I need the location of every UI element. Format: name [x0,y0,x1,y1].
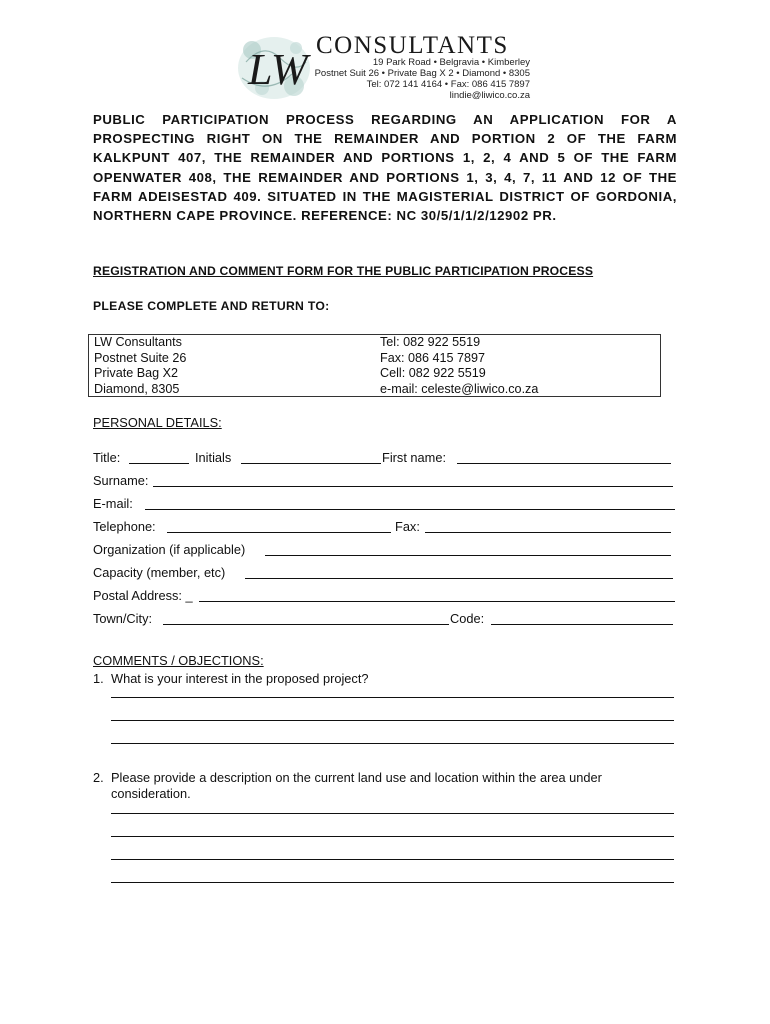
contact-town: Diamond, 8305 [94,381,180,396]
title-label: Title: [93,450,121,465]
email-field[interactable] [145,509,675,510]
postal-field[interactable] [199,601,675,602]
code-field[interactable] [491,624,673,625]
contact-company: LW Consultants [94,335,182,349]
capacity-row [93,565,676,583]
answer-1-line-3[interactable] [111,743,674,744]
first-name-field[interactable] [457,463,671,464]
town-field[interactable] [163,624,449,625]
first-name-label: First name: [382,450,446,465]
question-1: What is your interest in the proposed project? [111,671,369,686]
email-label: E-mail: [93,496,133,511]
organization-row [93,542,676,560]
return-heading: PLEASE COMPLETE AND RETURN TO: [93,299,330,313]
postal-contact [94,335,186,397]
answer-2-line-3[interactable] [111,859,674,860]
surname-row [93,473,676,491]
town-label: Town/City: [93,611,153,626]
contact-fax: Fax: 086 415 7897 [380,350,486,365]
postal-row [93,588,676,606]
capacity-label: Capacity (member, etc) [93,565,226,580]
answer-2-line-2[interactable] [111,836,674,837]
title-field[interactable] [129,463,189,464]
contact-cell: Cell: 082 922 5519 [380,366,486,380]
contact-email: e-mail: celeste@liwico.co.za [380,381,539,396]
personal-details-heading: PERSONAL DETAILS: [93,415,222,430]
comments-heading: COMMENTS / OBJECTIONS: [93,653,264,668]
surname-label: Surname: [93,473,149,488]
form-heading: REGISTRATION AND COMMENT FORM FOR THE PUBLIC PARTICIPATION PROCESS [93,264,594,278]
company-name: CONSULTANTS [316,32,509,59]
town-row [93,611,676,629]
answer-1-line-2[interactable] [111,720,674,721]
name-row [93,450,676,468]
contact-bag: Private Bag X2 [94,366,179,380]
initials-field[interactable] [241,463,381,464]
svg-text:LW: LW [248,45,308,94]
organization-field[interactable] [265,555,671,556]
document-title: PUBLIC PARTICIPATION PROCESS REGARDING AN APPLICATION FOR A PROSPECTING RIGHT ON THE REMAINDER AND PORTION 2 OF THE FARM KALKPUNT 407, THE REMAINDER AND PORTIONS 1, 2, 4 AND 5 OF THE FARM OPENWATER 408, THE REMAINDER AND PORTIONS 1, 3, 4, 7, 11 AND 12 OF THE FARM ADEISESTAD 409. SITUATED IN THE MAGISTERIAL DISTRICT OF GORDONIA, NORTHERN CAPE PROVINCE. REFERENCE: NC 30/5/1/1/2/12902 PR. [93,112,677,224]
phone-contact [380,335,538,397]
telephone-label: Telephone: [93,519,156,534]
fax-label: Fax: [395,519,420,534]
address-line-1: 19 Park Road • Belgravia • Kimberley [372,57,530,68]
fax-field[interactable] [425,532,671,533]
organization-label: Organization (if applicable) [93,542,246,557]
postal-label: Postal Address: _ [93,588,193,603]
answer-2-line-1[interactable] [111,813,674,814]
address-line-3: Tel: 072 141 4164 • Fax: 086 415 7897 [366,79,530,90]
email-row [93,496,676,514]
contact-box [88,334,661,397]
question-1-number: 1. [93,671,104,686]
phone-row [93,519,676,537]
contact-postnet: Postnet Suite 26 [94,350,187,365]
company-logo-mark [234,32,316,102]
address-line-4: lindie@liwico.co.za [449,90,530,101]
question-2-number: 2. [93,770,104,785]
surname-field[interactable] [153,486,673,487]
question-2-line-2: consideration. [111,786,191,801]
initials-label: Initials [195,450,232,465]
answer-2-line-4[interactable] [111,882,674,883]
capacity-field[interactable] [245,578,673,579]
code-label: Code: [450,611,485,626]
contact-tel: Tel: 082 922 5519 [380,335,481,349]
answer-1-line-1[interactable] [111,697,674,698]
question-2-line-1: Please provide a description on the current land use and location within the area under [111,770,602,785]
telephone-field[interactable] [167,532,391,533]
address-line-2: Postnet Suit 26 • Private Bag X 2 • Diamond • 8305 [314,68,530,79]
